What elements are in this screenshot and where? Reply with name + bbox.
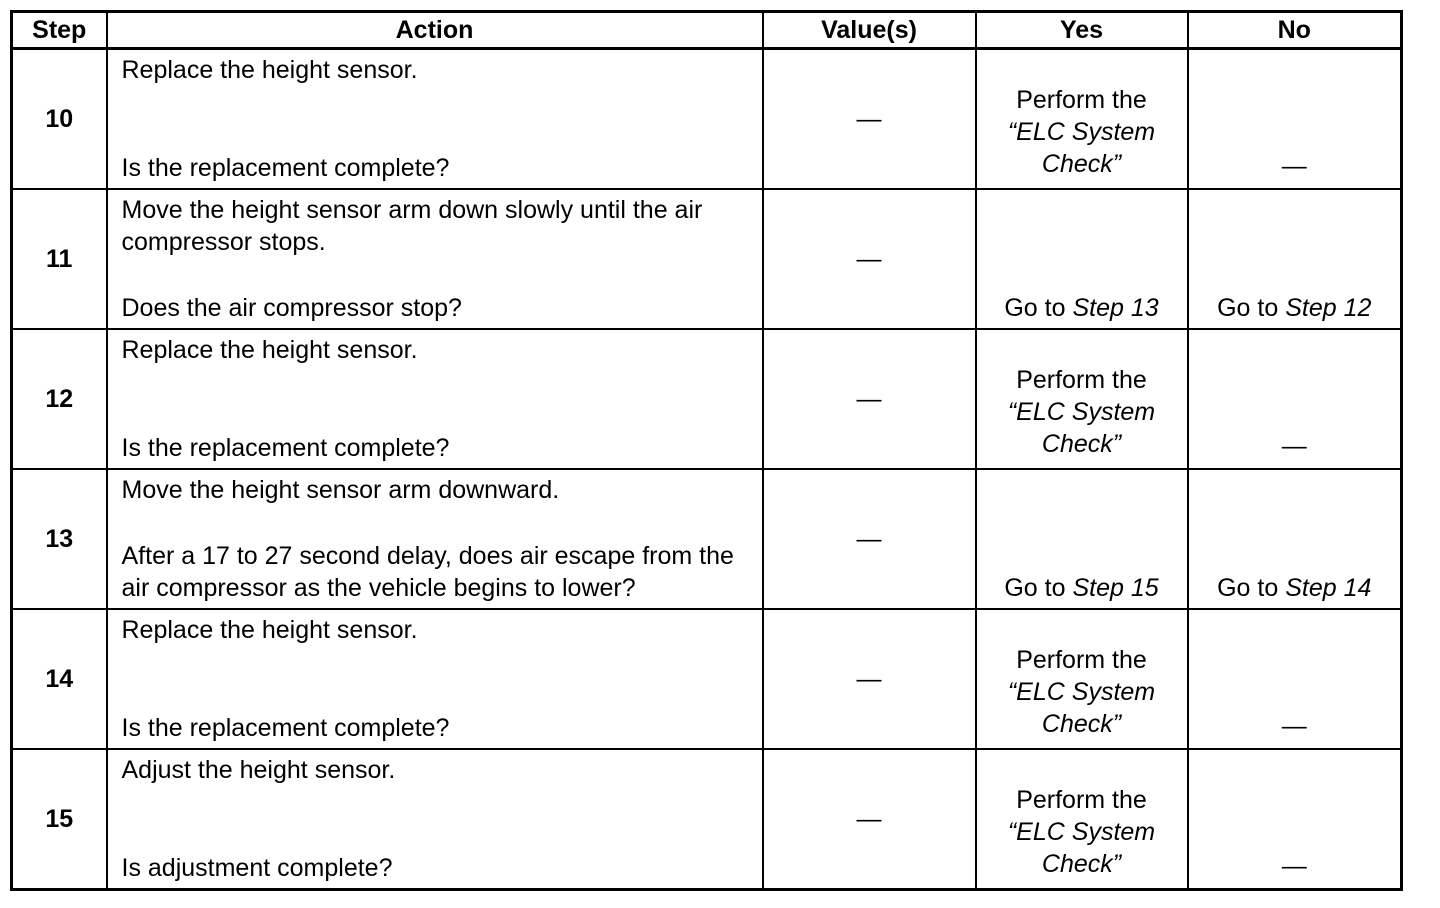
header-no: No: [1188, 12, 1402, 49]
action-question: Is the replacement complete?: [121, 154, 450, 182]
table-row: [12, 469, 1402, 609]
action-question: Is the replacement complete?: [121, 714, 450, 742]
no-cell: [1188, 609, 1402, 749]
no-cell: [1188, 189, 1402, 329]
yes-cell: [976, 329, 1188, 469]
perform-line-2: “ELC System: [1007, 118, 1156, 146]
yes-cell: [976, 189, 1188, 329]
action-cell: [107, 609, 763, 749]
goto-step-link: Step 12: [1285, 294, 1372, 322]
perform-line-2: “ELC System: [1007, 398, 1156, 426]
action-instruction: Adjust the height sensor.: [121, 756, 396, 784]
perform-line-2: “ELC System: [1007, 678, 1156, 706]
no-dash: —: [1281, 712, 1307, 740]
no-cell: [1188, 49, 1402, 190]
action-question: Is the replacement complete?: [121, 434, 450, 462]
perform-line-1: Perform the: [1016, 366, 1147, 394]
table-row: [12, 609, 1402, 749]
action-cell: [107, 469, 763, 609]
action-cell: [107, 329, 763, 469]
yes-cell: [976, 49, 1188, 190]
header-step: Step: [12, 12, 107, 49]
table-row: [12, 49, 1402, 190]
perform-check-text: [977, 784, 1187, 880]
yes-cell: [976, 609, 1188, 749]
value-cell: [763, 189, 976, 329]
goto-text: [977, 292, 1187, 324]
goto-step-link: Step 15: [1072, 574, 1159, 602]
value-dash: —: [856, 804, 882, 833]
value-cell: [763, 749, 976, 890]
header-row: [12, 12, 1402, 49]
no-cell: [1188, 749, 1402, 890]
perform-check-text: [977, 364, 1187, 460]
value-cell: [763, 329, 976, 469]
goto-text: [1189, 572, 1401, 604]
value-cell: [763, 469, 976, 609]
table-row: [12, 749, 1402, 890]
goto-prefix: Go to: [1217, 574, 1286, 602]
goto-step-link: Step 13: [1072, 294, 1159, 322]
value-dash: —: [856, 524, 882, 553]
action-cell: [107, 189, 763, 329]
goto-text: [977, 572, 1187, 604]
header-action: Action: [107, 12, 763, 49]
perform-check-text: [977, 644, 1187, 740]
action-instruction: Replace the height sensor.: [121, 616, 418, 644]
action-instruction: Replace the height sensor.: [121, 56, 418, 84]
perform-line-3: Check”: [1041, 430, 1122, 458]
step-number: 15: [12, 749, 107, 890]
no-dash: —: [1281, 852, 1307, 880]
perform-line-1: Perform the: [1016, 786, 1147, 814]
no-cell: [1188, 469, 1402, 609]
header-values: Value(s): [763, 12, 976, 49]
no-dash: —: [1281, 152, 1307, 180]
goto-prefix: Go to: [1004, 574, 1073, 602]
action-instruction: Move the height sensor arm down slowly until the air compressor stops.: [121, 196, 703, 256]
perform-line-1: Perform the: [1016, 646, 1147, 674]
goto-prefix: Go to: [1217, 294, 1286, 322]
perform-line-2: “ELC System: [1007, 818, 1156, 846]
perform-line-1: Perform the: [1016, 86, 1147, 114]
value-cell: [763, 609, 976, 749]
value-cell: [763, 49, 976, 190]
value-dash: —: [856, 664, 882, 693]
step-number: 11: [12, 189, 107, 329]
value-dash: —: [856, 104, 882, 133]
step-number: 12: [12, 329, 107, 469]
goto-step-link: Step 14: [1285, 574, 1372, 602]
header-yes: Yes: [976, 12, 1188, 49]
no-dash: —: [1281, 432, 1307, 460]
perform-line-3: Check”: [1041, 150, 1122, 178]
value-dash: —: [856, 384, 882, 413]
yes-cell: [976, 469, 1188, 609]
no-cell: [1188, 329, 1402, 469]
table-row: [12, 189, 1402, 329]
perform-line-3: Check”: [1041, 710, 1122, 738]
goto-text: [1189, 292, 1401, 324]
diagnostic-table: [10, 10, 1403, 891]
action-instruction: Move the height sensor arm downward.: [121, 476, 560, 504]
table-row: [12, 329, 1402, 469]
action-question: Is adjustment complete?: [121, 854, 393, 882]
step-number: 14: [12, 609, 107, 749]
action-instruction: Replace the height sensor.: [121, 336, 418, 364]
perform-line-3: Check”: [1041, 850, 1122, 878]
action-cell: [107, 49, 763, 190]
action-question: Does the air compressor stop?: [121, 294, 462, 322]
perform-check-text: [977, 84, 1187, 180]
goto-prefix: Go to: [1004, 294, 1073, 322]
action-cell: [107, 749, 763, 890]
step-number: 13: [12, 469, 107, 609]
step-number: 10: [12, 49, 107, 190]
yes-cell: [976, 749, 1188, 890]
action-question: After a 17 to 27 second delay, does air escape from the air compressor as the vehicle begins to lower?: [121, 542, 734, 602]
value-dash: —: [856, 244, 882, 273]
